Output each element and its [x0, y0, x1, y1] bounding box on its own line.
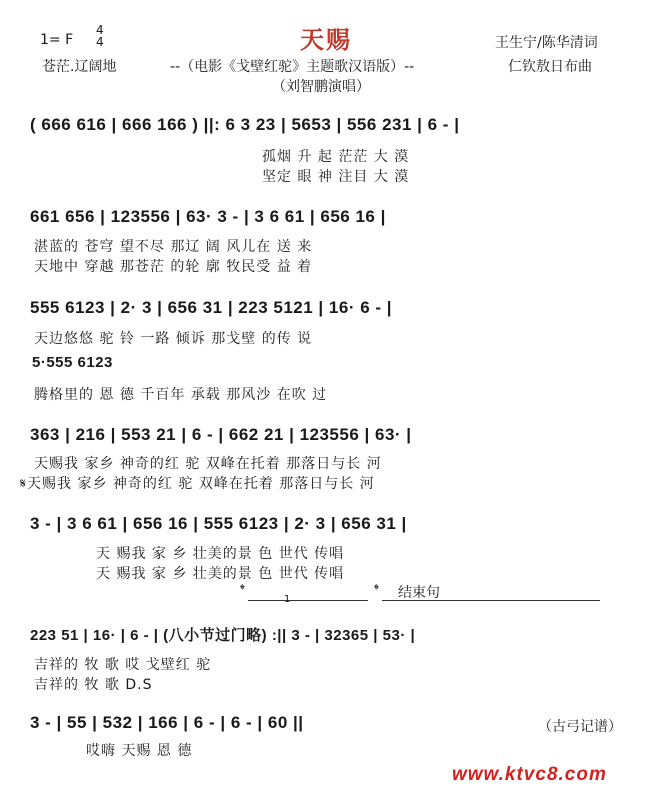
- notation-line-5: 363 | 216 | 553 21 | 6 - | 662 21 | 123556 | 63· |: [30, 425, 412, 444]
- lyric-line-5b: 𝄋天赐我 家乡 神奇的红 驼 双峰在托着 那落日与长 河: [20, 476, 375, 492]
- lyric-line-2a: 湛蓝的 苍穹 望不尽 那辽 阔 风儿在 送 来: [34, 239, 313, 255]
- time-numerator: 4: [96, 23, 104, 37]
- lyric-line-6b: 天 赐我 家 乡 壮美的景 色 世代 传唱: [96, 566, 345, 582]
- lyric-line-1b: 坚定 眼 神 注目 大 漠: [262, 169, 410, 185]
- notation-line-3: 555 6123 | 2· 3 | 656 31 | 223 5121 | 16· 6 - |: [30, 298, 393, 317]
- film-source: --（电影《戈壁红驼》主题歌汉语版）--: [170, 59, 415, 75]
- lyric-line-3: 天边悠悠 驼 铃 一路 倾诉 那戈壁 的传 说: [34, 331, 313, 347]
- lyric-line-6a: 天 赐我 家 乡 壮美的景 色 世代 传唱: [96, 546, 345, 562]
- volta-number: 1: [284, 594, 291, 605]
- notation-line-4: 5·555 6123: [32, 354, 113, 371]
- tempo-mood: 苍茫.辽阔地: [42, 59, 117, 75]
- key-signature: 1= F: [40, 32, 74, 48]
- site-watermark: www.ktvc8.com: [452, 764, 607, 785]
- lyric-line-1a: 孤烟 升 起 茫茫 大 漠: [262, 149, 410, 165]
- coda-sign-1: 𝄌: [240, 582, 245, 598]
- notation-transcriber: （古弓记谱）: [538, 719, 622, 735]
- notation-line-2: 661 656 | 123556 | 63· 3 - | 3 6 61 | 656 16 |: [30, 207, 386, 226]
- lyric-line-2b: 天地中 穿越 那苍茫 的轮 廓 牧民受 益 着: [34, 259, 313, 275]
- song-title: 天赐: [300, 26, 352, 54]
- singer-credit: （刘智鹏演唱）: [272, 79, 370, 95]
- composer-credit: 仁钦敖日布曲: [508, 59, 592, 75]
- time-denominator: 4: [96, 35, 104, 49]
- lyric-line-5a: 天赐我 家乡 神奇的红 驼 双峰在托着 那落日与长 河: [34, 456, 382, 472]
- notation-line-1: ( 666 616 | 666 166 ) ||: 6 3 23 | 5653 | 556 231 | 6 - |: [30, 115, 460, 134]
- notation-line-8: 3 - | 55 | 532 | 166 | 6 - | 6 - | 60 ||: [30, 713, 304, 732]
- lyric-line-7a: 吉祥的 牧 歌 哎 戈壁红 驼: [34, 657, 212, 673]
- volta-bracket-1: [248, 600, 368, 601]
- coda-sign-2: 𝄌: [374, 582, 379, 598]
- lyric-line-8: 哎嗨 天赐 恩 德: [86, 743, 193, 759]
- lyricist-credit: 王生宁/陈华清词: [495, 35, 598, 51]
- lyric-line-7b: 吉祥的 牧 歌 D.S: [34, 677, 153, 693]
- notation-line-6: 3 - | 3 6 61 | 656 16 | 555 6123 | 2· 3 | 656 31 |: [30, 514, 407, 533]
- lyric-line-4: 腾格里的 恩 德 千百年 承载 那风沙 在吹 过: [34, 387, 328, 403]
- ending-label: 结束句: [398, 585, 440, 601]
- notation-line-7: 223 51 | 16· | 6 - | (八小节过门略) :|| 3 - | 32365 | 53· |: [30, 627, 416, 644]
- time-signature: [96, 24, 104, 48]
